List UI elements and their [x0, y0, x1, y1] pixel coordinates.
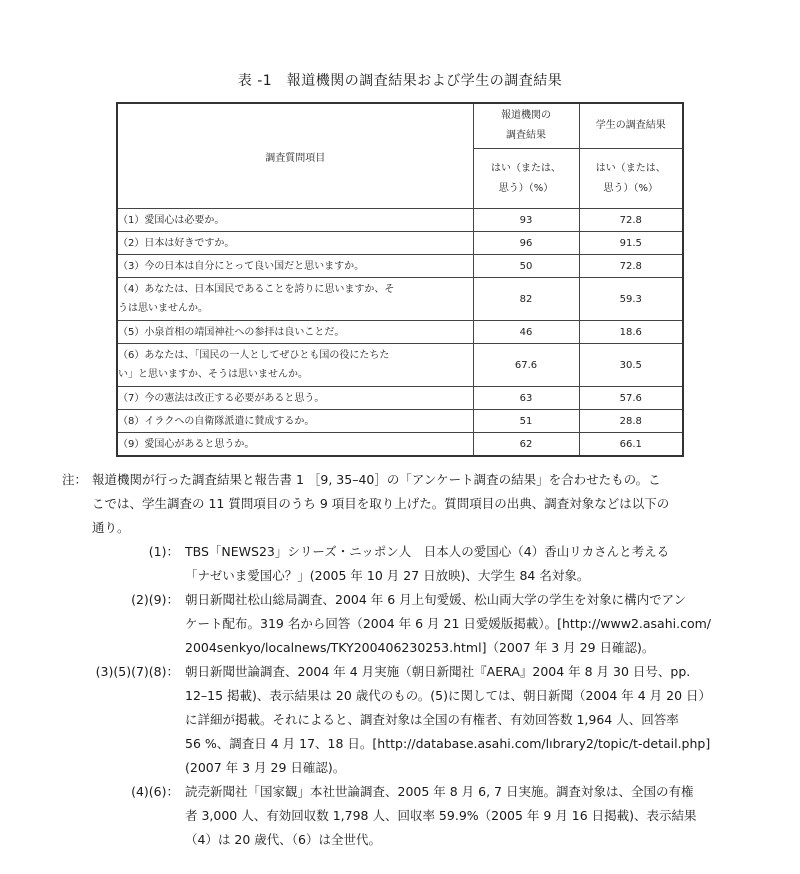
source-line: 「ナゼいま愛国心？」(2005 年 10 月 27 日放映)、大学生 84 名対象。 [185, 568, 590, 583]
note-line: 報道機関が行った調査結果と報告書 1 ［9, 35–40］の「アンケート調査の結果」を合わせたもの。こ [92, 472, 661, 487]
source-line: ケート配布。319 名から回答（2004 年 6 月 21 日愛媛版掲載）。[http://www2.asahi.com/ [185, 616, 711, 631]
question-cell [117, 232, 473, 255]
student-value: 28.8 [579, 410, 683, 433]
question-text: （8）イラクへの自衛隊派遣に賛成するか。 [118, 415, 315, 427]
note-paragraph [62, 468, 772, 540]
source-label: (2)(9)： [131, 592, 179, 607]
table-row [117, 321, 683, 344]
question-text: （9）愛国心があると思うか。 [118, 438, 255, 450]
media-value: 82 [473, 278, 579, 321]
source-line: 2004senkyo/localnews/TKY200406230253.html]（2007 年 3 月 29 日確認)。 [185, 640, 655, 655]
question-text: （5）小泉首相の靖国神社への参拝は良いことだ。 [118, 326, 345, 338]
student-value: 57.6 [579, 387, 683, 410]
source-line: 12–15 掲載)、表示結果は 20 歳代のもの。(5)に関しては、朝日新聞（2004 年 4 月 20 日） [185, 688, 712, 703]
source-text [185, 540, 772, 588]
question-text: （1）愛国心は必要か。 [118, 214, 225, 226]
table-row [117, 255, 683, 278]
source-label: (4)(6)： [131, 784, 179, 799]
question-text: （6）あなたは、「国民の一人としてぜひとも国の役にたちた [118, 350, 390, 361]
source-entry [62, 660, 772, 780]
header-media-line: 報道機関の [501, 110, 551, 122]
survey-results-table [116, 102, 684, 457]
table-row [117, 278, 683, 321]
media-value: 46 [473, 321, 579, 344]
note-line: 通り。 [92, 520, 130, 535]
question-cell [117, 209, 473, 232]
table-row [117, 232, 683, 255]
student-value: 66.1 [579, 433, 683, 457]
header-media-line: 調査結果 [506, 130, 546, 142]
student-value: 72.8 [579, 209, 683, 232]
source-entry [62, 588, 772, 660]
subheader-line: 思う）（%） [498, 182, 554, 194]
question-cell [117, 344, 473, 387]
source-text [185, 660, 772, 780]
subheader-line: はい（または、 [595, 162, 666, 174]
media-value: 93 [473, 209, 579, 232]
subheader-student-yes [579, 149, 683, 209]
note-text [92, 468, 772, 540]
source-line: 者 3,000 人、有効回収数 1,798 人、回収率 59.9%（2005 年 9 月 16 日掲載)、表示結果 [185, 808, 697, 823]
question-text: （3）今の日本は自分にとって良い国だと思いますか。 [118, 260, 365, 272]
question-cell [117, 433, 473, 457]
question-text: （4）あなたは、日本国民であることを誇りに思いますか、そ [118, 284, 395, 295]
student-value: 72.8 [579, 255, 683, 278]
media-value: 67.6 [473, 344, 579, 387]
media-value: 62 [473, 433, 579, 457]
table-row [117, 433, 683, 457]
note-label: 注： [62, 472, 88, 487]
source-line: (2007 年 3 月 29 日確認)。 [185, 760, 346, 775]
source-entry [62, 780, 772, 852]
source-line: 56 %、調査日 4 月 17、18 日。[http://database.asahi.com/lıbrary2/topic/t-detail.php] [185, 736, 711, 751]
media-value: 51 [473, 410, 579, 433]
question-text: （7）今の憲法は改正する必要があると思う。 [118, 392, 325, 404]
student-value: 18.6 [579, 321, 683, 344]
media-value: 96 [473, 232, 579, 255]
question-cell [117, 255, 473, 278]
header-media-results [473, 103, 579, 149]
question-cell [117, 410, 473, 433]
header-student-results: 学生の調査結果 [579, 103, 683, 149]
media-value: 50 [473, 255, 579, 278]
source-text [185, 780, 772, 852]
question-cell [117, 387, 473, 410]
subheader-line: 思う）（%） [603, 182, 658, 194]
question-cell [117, 278, 473, 321]
source-line: （4）は 20 歳代、（6）は全世代。 [185, 832, 382, 847]
question-cell [117, 321, 473, 344]
student-value: 91.5 [579, 232, 683, 255]
source-line: TBS「NEWS23」シリーズ・ニッポン人 日本人の愛国心（4）香山リカさんと考える [185, 544, 670, 559]
table-row [117, 344, 683, 387]
media-value: 63 [473, 387, 579, 410]
table-row [117, 387, 683, 410]
source-label: (3)(5)(7)(8)： [95, 664, 179, 679]
table-row [117, 209, 683, 232]
student-value: 59.3 [579, 278, 683, 321]
question-text: うは思いませんか。 [118, 303, 208, 314]
source-line: 朝日新聞世論調査、2004 年 4 月実施（朝日新聞社『AERA』2004 年 8 月 30 日号、pp. [185, 664, 691, 679]
header-question-items: 調査質問項目 [117, 103, 473, 209]
table-title: 表 -1 報道機関の調査結果および学生の調査結果 [237, 73, 563, 89]
notes-section [62, 468, 772, 852]
source-line: 朝日新聞社松山総局調査、2004 年 6 月上旬愛媛、松山両大学の学生を対象に構内でアン [185, 592, 687, 607]
note-line: こでは、学生調査の 11 質問項目のうち 9 項目を取り上げた。質問項目の出典、調査対象などは以下の [92, 496, 670, 511]
question-text: （2）日本は好きですか。 [118, 237, 235, 249]
subheader-line: はい（または、 [491, 162, 561, 174]
question-text: い」と思いますか、そうは思いませんか。 [118, 369, 308, 380]
source-entry [62, 540, 772, 588]
source-line: 読売新聞社「国家観」本社世論調査、2005 年 8 月 6, 7 日実施。調査対象は、全国の有権 [185, 784, 694, 799]
subheader-media-yes [473, 149, 579, 209]
source-line: に詳細が掲載。それによると、調査対象は全国の有権者、有効回答数 1,964 人、回答率 [185, 712, 679, 727]
student-value: 30.5 [579, 344, 683, 387]
source-text [185, 588, 772, 660]
source-label: (1)： [148, 544, 179, 559]
table-row [117, 410, 683, 433]
